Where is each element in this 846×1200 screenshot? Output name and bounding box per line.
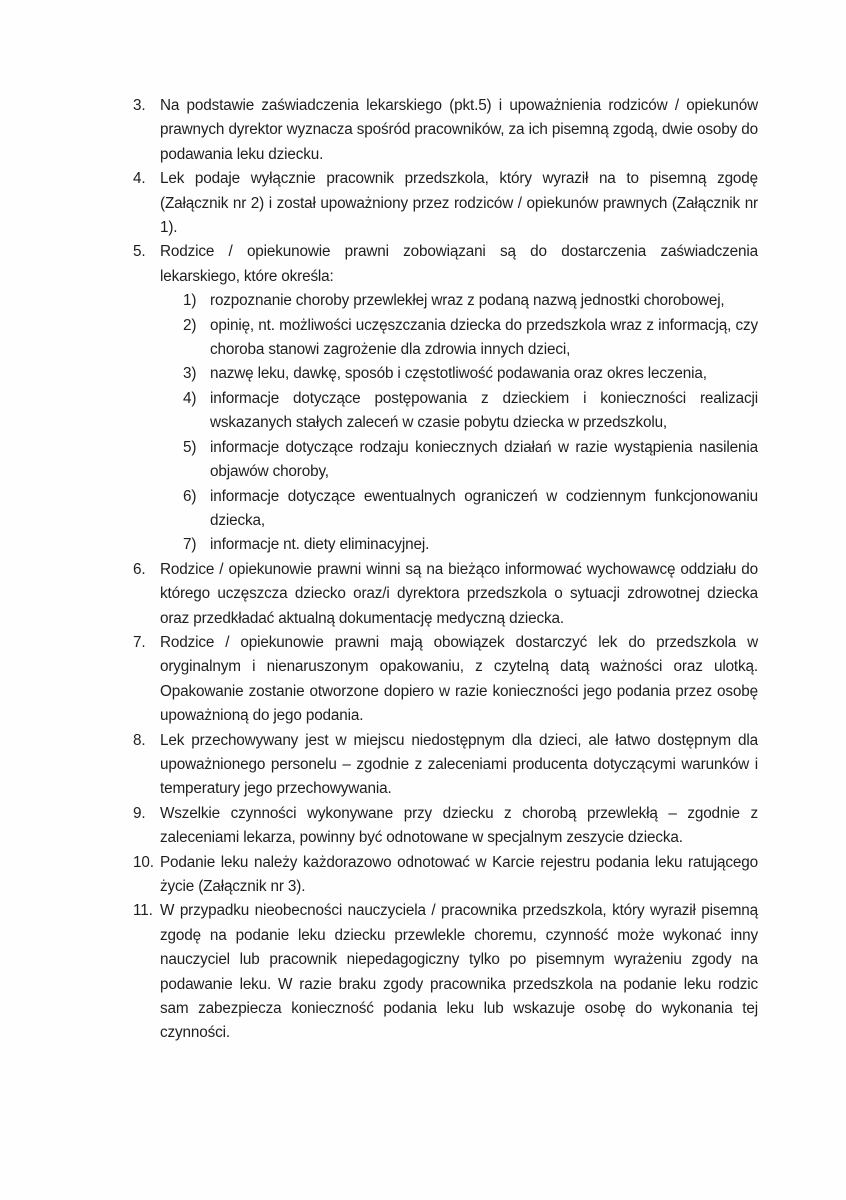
list-item-5 bbox=[133, 240, 758, 289]
item-number: 8. bbox=[133, 731, 146, 749]
item-number: 11. bbox=[133, 902, 153, 920]
subitem-number: 5) bbox=[183, 438, 197, 456]
list-item-4 bbox=[133, 167, 758, 240]
list-item-9 bbox=[133, 802, 758, 851]
item-number: 9. bbox=[133, 804, 146, 822]
sublist-item-1 bbox=[133, 289, 758, 313]
sublist-item-6 bbox=[133, 485, 758, 534]
item-text: Rodzice / opiekunowie prawni mają obowiązek dostarczyć lek do przedszkola w oryginalnym i nienaruszonym opakowaniu, z czytelną datą ważności oraz ulotką. Opakowanie zostanie otworzone dopiero w razie konieczności jego podania przez osobę upoważnioną do jego podania. bbox=[160, 633, 758, 725]
sublist-item-3 bbox=[133, 362, 758, 386]
item-number: 10. bbox=[133, 853, 154, 871]
subitem-text: opinię, nt. możliwości uczęszczania dziecka do przedszkola wraz z informacją, czy choroba stanowi zagrożenie dla zdrowia innych dzieci, bbox=[210, 316, 758, 359]
subitem-text: rozpoznanie choroby przewlekłej wraz z podaną nazwą jednostki chorobowej, bbox=[210, 292, 725, 310]
subitem-text: informacje dotyczące postępowania z dzieckiem i konieczności realizacji wskazanych stałych zaleceń w czasie pobytu dziecka w przedszkolu, bbox=[210, 389, 758, 432]
item-text: Podanie leku należy każdorazowo odnotować w Karcie rejestru podania leku ratującego życie (Załącznik nr 3). bbox=[160, 853, 758, 895]
subitem-number: 6) bbox=[183, 487, 197, 505]
item-text: Rodzice / opiekunowie prawni zobowiązani są do dostarczenia zaświadczenia lekarskiego, które określa: bbox=[160, 243, 758, 285]
item-number: 6. bbox=[133, 560, 146, 578]
item-number: 5. bbox=[133, 243, 146, 261]
item-text: W przypadku nieobecności nauczyciela / pracownika przedszkola, który wyraził pisemną zgodę na podanie leku dziecku przewlekle choremu, czynność może wykonać inny nauczyciel lub pracownik niepedagogiczny tylko po pisemnym wyrażeniu zgody na podawanie leku. W razie braku zgody pracownika przedszkola na podanie leku rodzic sam zabezpiecza konieczność podania leku lub wskazuje osobę do wykonania tej czynności. bbox=[160, 902, 758, 1042]
sublist-item-7 bbox=[133, 533, 758, 557]
subitem-number: 1) bbox=[183, 292, 197, 310]
item-number: 4. bbox=[133, 170, 146, 188]
item-number: 7. bbox=[133, 633, 146, 651]
item-text: Na podstawie zaświadczenia lekarskiego (pkt.5) i upoważnienia rodziców / opiekunów prawnych dyrektor wyznacza spośród pracowników, za ich pisemną zgodą, dwie osoby do podawania leku dziecku. bbox=[160, 97, 758, 163]
sublist-item-5 bbox=[133, 436, 758, 485]
subitem-number: 4) bbox=[183, 389, 197, 407]
subitem-number: 3) bbox=[183, 365, 197, 383]
numbered-list bbox=[133, 94, 758, 1046]
list-item-8 bbox=[133, 729, 758, 802]
subitem-number: 2) bbox=[183, 316, 197, 334]
list-item-11 bbox=[133, 899, 758, 1045]
subitem-number: 7) bbox=[183, 536, 197, 554]
sublist-item-2 bbox=[133, 314, 758, 363]
item-text: Wszelkie czynności wykonywane przy dziecku z chorobą przewlekłą – zgodnie z zaleceniami lekarza, powinny być odnotowane w specjalnym zeszycie dziecka. bbox=[160, 804, 758, 847]
list-item-6 bbox=[133, 558, 758, 631]
item-text: Lek podaje wyłącznie pracownik przedszkola, który wyraził na to pisemną zgodę (Załącznik nr 2) i został upoważniony przez rodziców / opiekunów prawnych (Załącznik nr 1). bbox=[160, 170, 758, 237]
item-text: Lek przechowywany jest w miejscu niedostępnym dla dzieci, ale łatwo dostępnym dla upoważnionego personelu – zgodnie z zaleceniami producenta dotyczącymi warunków i temperatury jego przechowywania. bbox=[160, 731, 758, 798]
sublist-item-4 bbox=[133, 387, 758, 436]
subitem-text: informacje dotyczące ewentualnych ograniczeń w codziennym funkcjonowaniu dziecka, bbox=[210, 487, 758, 529]
list-item-7 bbox=[133, 631, 758, 729]
subitem-text: informacje nt. diety eliminacyjnej. bbox=[210, 536, 430, 554]
list-item-10 bbox=[133, 851, 758, 900]
subitem-text: informacje dotyczące rodzaju koniecznych działań w razie wystąpienia nasilenia objawów choroby, bbox=[210, 438, 758, 481]
list-item-3 bbox=[133, 94, 758, 167]
sublist bbox=[133, 289, 758, 557]
item-number: 3. bbox=[133, 97, 146, 114]
subitem-text: nazwę leku, dawkę, sposób i częstotliwość podawania oraz okres leczenia, bbox=[210, 365, 707, 383]
item-text: Rodzice / opiekunowie prawni winni są na bieżąco informować wychowawcę oddziału do którego uczęszcza dziecko oraz/i dyrektora przedszkola o sytuacji zdrowotnej dziecka oraz przedkładać aktualną dokumentację medyczną dziecka. bbox=[160, 560, 758, 627]
